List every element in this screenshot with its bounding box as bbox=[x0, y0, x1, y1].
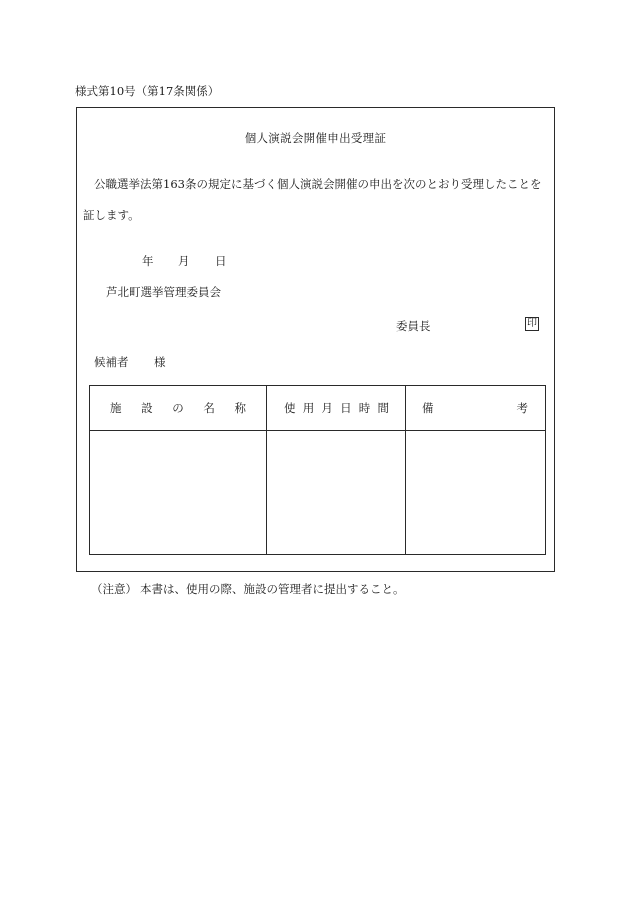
header-facility-name bbox=[90, 386, 267, 431]
cell-usage-datetime[interactable] bbox=[267, 431, 406, 555]
issuer-name: 芦北町選挙管理委員会 bbox=[106, 285, 221, 299]
header-usage-datetime bbox=[267, 386, 406, 431]
header-char: 設 bbox=[141, 401, 153, 415]
header-char: 日 bbox=[340, 401, 352, 415]
recipient-label: 候補者 bbox=[94, 355, 129, 369]
header-remarks bbox=[406, 386, 546, 431]
header-char: 考 bbox=[516, 401, 528, 415]
header-char: 使 bbox=[284, 401, 296, 415]
certificate-title: 個人演説会開催申出受理証 bbox=[244, 131, 387, 145]
seal-mark: 印 bbox=[527, 318, 537, 329]
header-char: 備 bbox=[422, 401, 434, 415]
cell-facility-name[interactable] bbox=[90, 431, 267, 555]
header-char: 間 bbox=[377, 401, 389, 415]
header-char: 施 bbox=[110, 401, 122, 415]
header-char: 名 bbox=[203, 401, 215, 415]
footnote-label: （注意） bbox=[91, 582, 137, 596]
date-year-label: 年 bbox=[142, 254, 154, 268]
date-day-label: 日 bbox=[215, 254, 227, 268]
date-month-label: 月 bbox=[178, 254, 190, 268]
header-char: 用 bbox=[302, 401, 315, 415]
facility-table bbox=[89, 385, 546, 555]
footnote-text: 本書は、使用の際、施設の管理者に提出すること。 bbox=[140, 582, 405, 596]
recipient-suffix: 様 bbox=[154, 355, 166, 369]
table-row bbox=[90, 431, 546, 555]
certificate-frame bbox=[76, 107, 555, 572]
cell-remarks[interactable] bbox=[406, 431, 546, 555]
header-char: の bbox=[172, 401, 184, 415]
header-char: 時 bbox=[358, 401, 371, 415]
form-number: 様式第10号（第17条関係） bbox=[75, 84, 220, 98]
chair-label: 委員長 bbox=[396, 319, 431, 333]
certificate-body-line-2: 証します。 bbox=[83, 208, 140, 222]
header-char: 称 bbox=[234, 401, 246, 415]
table-header-row bbox=[90, 386, 546, 431]
certificate-body-line-1: 公職選挙法第163条の規定に基づく個人演説会開催の申出を次のとおり受理したことを bbox=[94, 177, 542, 191]
header-char: 月 bbox=[321, 401, 333, 415]
